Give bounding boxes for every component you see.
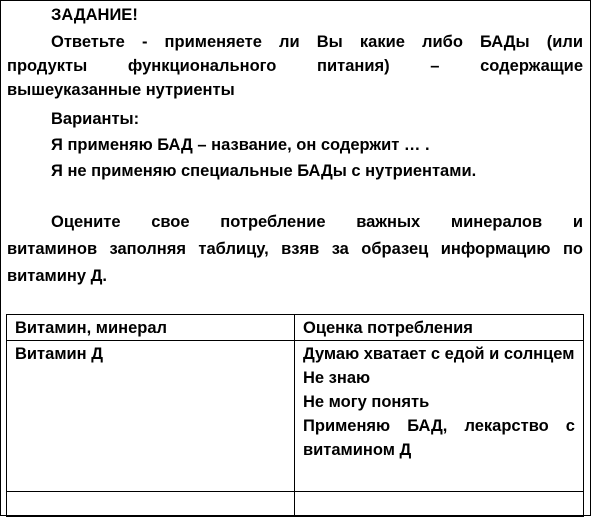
table-cell-vitamin-name: Витамин Д	[7, 341, 295, 492]
consumption-option: Не знаю	[303, 369, 371, 387]
variant-1: Я применяю БАД – название, он содержит … .	[51, 136, 430, 154]
task-text-line-3: вышеуказанные нутриенты	[7, 81, 235, 99]
task-text-line-2: продукты функционального питания) – содержащие	[7, 57, 583, 75]
table-row	[7, 341, 584, 492]
variant-2: Я не применяю специальные БАДы с нутриентами.	[51, 162, 477, 180]
variants-label: Варианты:	[51, 110, 140, 128]
task-text-line-1: Ответьте - применяете ли Вы какие либо БАДы (или	[51, 33, 583, 51]
table-cell-empty[interactable]	[7, 492, 295, 517]
vitamin-table	[6, 314, 584, 517]
table-cell-consumption	[295, 341, 584, 492]
task-heading: ЗАДАНИЕ!	[51, 6, 138, 24]
evaluate-text-line-2: витаминов заполняя таблицу, взяв за образец информацию по	[7, 240, 583, 258]
consumption-option: Не могу понять	[303, 393, 430, 411]
table-cell-empty[interactable]	[295, 492, 584, 517]
table-row-empty	[7, 492, 584, 517]
evaluate-text-line-1: Оцените свое потребление важных минералов и	[51, 213, 583, 231]
evaluate-text-line-3: витамину Д.	[7, 267, 107, 285]
consumption-option: Применяю БАД, лекарство с витамином Д	[303, 417, 575, 459]
table-header-cell: Витамин, минерал	[7, 315, 295, 341]
consumption-option: Думаю хватает с едой и солнцем	[303, 345, 575, 363]
table-header-row	[7, 315, 584, 341]
table-header-cell: Оценка потребления	[295, 315, 584, 341]
